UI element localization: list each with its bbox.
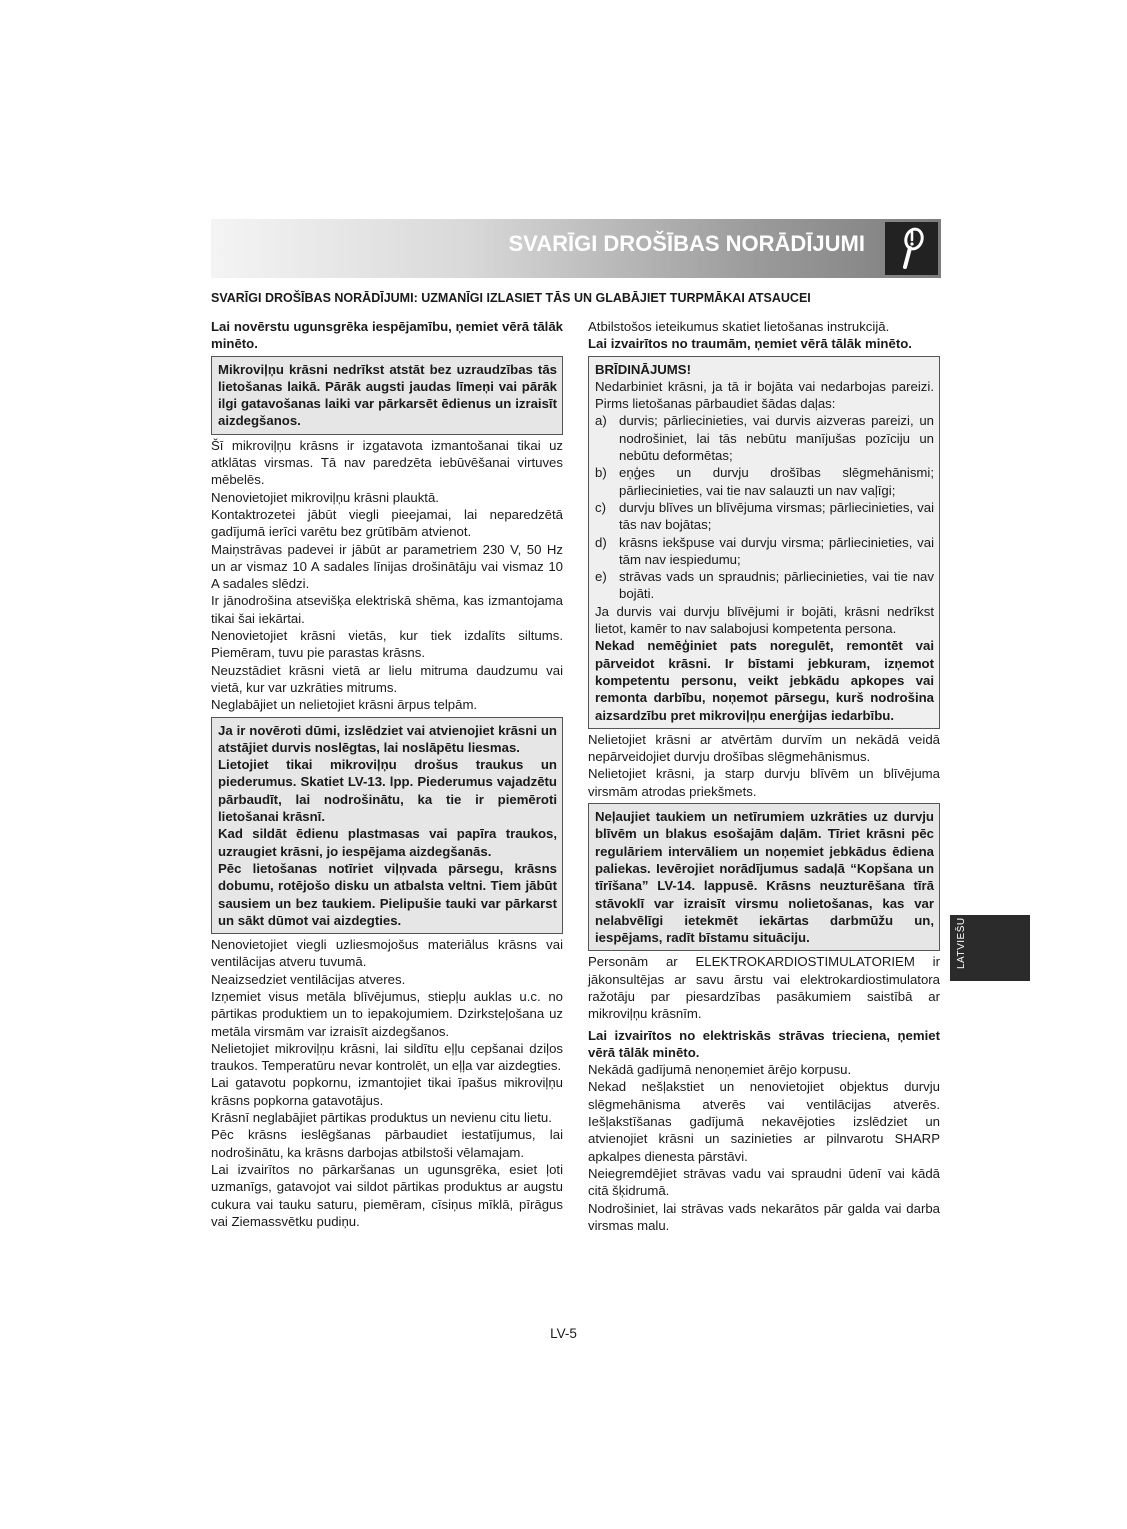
fire-intro: Lai novērstu ugunsgrēka iespējamību, ņemiet vērā tālāk minēto. [211,319,563,352]
list-marker: b) [595,465,607,481]
list-item [595,534,934,569]
injury-heading: Lai izvairītos no traumām, ņemiet vērā tālāk minēto. [588,336,912,352]
paragraph: Pēc krāsns ieslēgšanas pārbaudiet iestatījumus, lai nodrošinātu, ka krāsns darbojas atbilstoši vēlamajam. [211,1127,563,1160]
list-marker: c) [595,499,606,515]
electric-shock-heading: Lai izvairītos no elektriskās strāvas trieciena, ņemiet vērā tālāk minēto. [588,1027,940,1060]
box-paragraph: Ja ir novēroti dūmi, izslēdziet vai atvienojiet krāsni un atstājiet durvis noslēgtas, lai noslāpētu liesmas. [218,722,557,755]
unattended-warning-box [211,356,563,435]
paragraph: Neaizsedziet ventilācijas atveres. [211,971,406,987]
paragraph: Neglabājiet un nelietojiet krāsni ārpus telpām. [211,697,478,713]
list-item-text: strāvas vads un spraudnis; pārliecinieties, vai tie nav bojāti. [619,569,934,602]
paragraph: Nenovietojiet mikroviļņu krāsni plauktā. [211,489,439,505]
warning-after: Ja durvis vai durvju blīvējumi ir bojāti, krāsni nedrīkst lietot, kamēr to nav salabojusi kompetenta persona. [595,603,934,637]
paragraph: Lai gatavotu popkornu, izmantojiet tikai īpašus mikroviļņu krāsns popkorna gatavotājus. [211,1075,563,1108]
unattended-warning-text: Mikroviļņu krāsni nedrīkst atstāt bez uzraudzības tās lietošanas laikā. Pārāk augsti jaudas līmeņi vai pārāk ilgi gatavošanas laiki var pārkarsēt ēdienus un izraisīt aizdegšanos. [218,361,557,429]
list-item [595,568,934,603]
list-item-text: durvju blīves un blīvējuma virsmas; pārliecinieties, vai tās nav bojātas; [619,499,934,533]
paragraph: Šī mikroviļņu krāsns ir izgatavota izmantošanai tikai uz atklātas virsmas. Tā nav paredzēta iebūvēšanai virtuves mēbelēs. [211,437,563,488]
warning-title: BRĪDINĀJUMS! [595,361,691,377]
list-item-text: durvis; pārliecinieties, vai durvis aizveras pareizi, un nodrošiniet, lai tās nebūtu manījušas pozīciju un nebūtu deformētas; [619,413,934,464]
section-subheading: SVARĪGI DROŠĪBAS NORĀDĪJUMI: UZMANĪGI IZLASIET TĀS UN GLABĀJIET TURPMĀKAI ATSAUCEI [211,291,811,305]
paragraph: Nelietojiet krāsni, ja starp durvju blīvēm un blīvējuma virsmām atrodas priekšmets. [588,766,940,799]
cleaning-warning-text: Neļaujiet taukiem un netīrumiem uzkrāties uz durvju blīvēm un blakus esošajām daļām. Tīriet krāsni pēc regulāriem intervāliem un noņemiet jebkādus ēdiena paliekas. Ievērojiet norādījumus sadaļā “Kopšana un tīrīšana” LV-14. lappusē. Krāsns neuzturēšana tīrā stāvoklī var izraisīt virsmu nolietošanas, kas var nelabvēlīgi ietekmēt iekārtas darbmūžu un, iespējams, radīt bīstamu situāciju. [595,809,934,946]
pacemaker-paragraph: Personām ar ELEKTROKARDIOSTIMULATORIEM ir jākonsultējas ar savu ārstu vai elektrokardiostimulatora ražotāju par piesardzības pasākumiem saistībā ar mikroviļņu krāsnīm. [588,954,940,1022]
check-list [595,412,934,602]
language-tab-label: LATVIEŠU [956,917,967,969]
list-item [595,412,934,464]
paragraph: Nekādā gadījumā nenoņemiet ārējo korpusu. [588,1062,852,1078]
list-marker: e) [595,569,607,585]
language-tab [950,915,1030,981]
paragraph: Krāsnī neglabājiet pārtikas produktus un nevienu citu lietu. [211,1110,552,1126]
box-paragraph: Pēc lietošanas notīriet viļņvada pārsegu, krāsns dobumu, rotējošo disku un atbalsta veltni. Tiem jābūt sausiem un bez taukiem. Pielipušie tauki var pārkarst un sākt dūmot vai aizdegties. [218,860,557,928]
cleaning-warning-box [588,803,940,951]
list-item [595,499,934,534]
paragraph: Ir jānodrošina atsevišķa elektriskā shēma, kas izmantojama tikai šai iekārtai. [211,593,563,626]
paragraph: Atbilstošos ieteikumus skatiet lietošanas instrukcijā. [588,319,890,334]
paragraph: Izņemiet visus metāla blīvējumus, stiepļu auklas u.c. no pārtikas produktiem un to iepakojumiem. Dzirksteļošana uz metāla virsmām var izraisīt aizdegšanos. [211,988,563,1039]
paragraph: Nelietojiet mikroviļņu krāsni, lai sildītu eļļu cepšanai dziļos traukos. Temperatūru nevar kontrolēt, un eļļa var aizdegties. [211,1040,563,1074]
list-item-text: krāsns iekšpuse vai durvju virsma; pārliecinieties, vai tām nav iespiedumu; [619,534,934,567]
page-title: SVARĪGI DROŠĪBAS NORĀDĪJUMI [508,231,865,256]
right-column [588,318,940,1234]
list-item [595,464,934,499]
paragraph: Neiegremdējiet strāvas vadu vai spraudni ūdenī vai kādā citā šķidrumā. [588,1165,940,1199]
list-marker: a) [595,413,607,429]
exclamation-magnifier-icon [885,222,938,275]
page-number: LV-5 [550,1326,577,1341]
paragraph: Neuzstādiet krāsni vietā ar lielu mitruma daudzumu vai vietā, kur var uzkrāties mitrums. [211,662,563,695]
list-item-text: eņģes un durvju drošības slēgmehānismi; pārliecinieties, vai tie nav salauzti un nav vaļīgi; [619,465,934,498]
left-column [211,318,563,1230]
box-paragraph: Lietojiet tikai mikroviļņu drošus traukus un piederumus. Skatiet LV-13. lpp. Piederumus vajadzētu pārbaudīt, lai nodrošinātu, ka tie ir piemēroti lietošanai krāsnī. [218,757,557,825]
paragraph: Nodrošiniet, lai strāvas vads nekarātos pār galda vai darba virsmas malu. [588,1200,940,1233]
list-marker: d) [595,534,607,550]
smoke-warning-box [211,717,563,935]
paragraph: Nenovietojiet viegli uzliesmojošus materiālus krāsns vai ventilācijas atveru tuvumā. [211,937,563,970]
header-banner [211,219,941,278]
paragraph: Lai izvairītos no pārkaršanas un ugunsgrēka, esiet ļoti uzmanīgs, gatavojot vai sildot pārtikas produktus ar augstu cukura vai tauku saturu, piemēram, cīsiņus mīklā, pīrāgus vai Ziemassvētku pudiņu. [211,1161,563,1229]
paragraph: Nelietojiet krāsni ar atvērtām durvīm un nekādā veidā nepārveidojiet durvju drošības slēgmehānismus. [588,731,940,765]
box-paragraph: Kad sildāt ēdienu plastmasas vai papīra traukos, uzraugiet krāsni, jo iespējama aizdegšanās. [218,826,557,859]
warning-bold: Nekad nemēģiniet pats noregulēt, remontēt vai pārveidot krāsni. Ir bīstami jebkuram, izņemot kompetentu personu, veikt jebkādu apkopes vai remonta darbību, noņemot pārsegu, kurš nodrošina aizsardzību pret mikroviļņu enerģijas iedarbību. [595,638,934,723]
warning-box [588,356,940,729]
paragraph: Nekad nešļakstiet un nenovietojiet objektus durvju slēgmehānisma atverēs vai ventilācijas atverēs. Iešļakstīšanas gadījumā nekavējoties izslēdziet un atvienojiet krāsni un sazinieties ar pilnvarotu SHARP apkalpes dienesta pārstāvi. [588,1079,940,1164]
warning-intro: Nedarbiniet krāsni, ja tā ir bojāta vai nedarbojas pareizi. Pirms lietošanas pārbaudiet šādas daļas: [595,378,934,412]
paragraph: Maiņstrāvas padevei ir jābūt ar parametriem 230 V, 50 Hz un ar vismaz 10 A sadales līnijas drošinātāju vai vismaz 10 A sadales slēdzi. [211,541,563,592]
paragraph: Kontaktrozetei jābūt viegli pieejamai, lai neparedzētā gadījumā ierīci varētu bez grūtībām atvienot. [211,506,563,540]
paragraph: Nenovietojiet krāsni vietās, kur tiek izdalīts siltums. Piemēram, tuvu pie parastas krāsns. [211,628,563,661]
